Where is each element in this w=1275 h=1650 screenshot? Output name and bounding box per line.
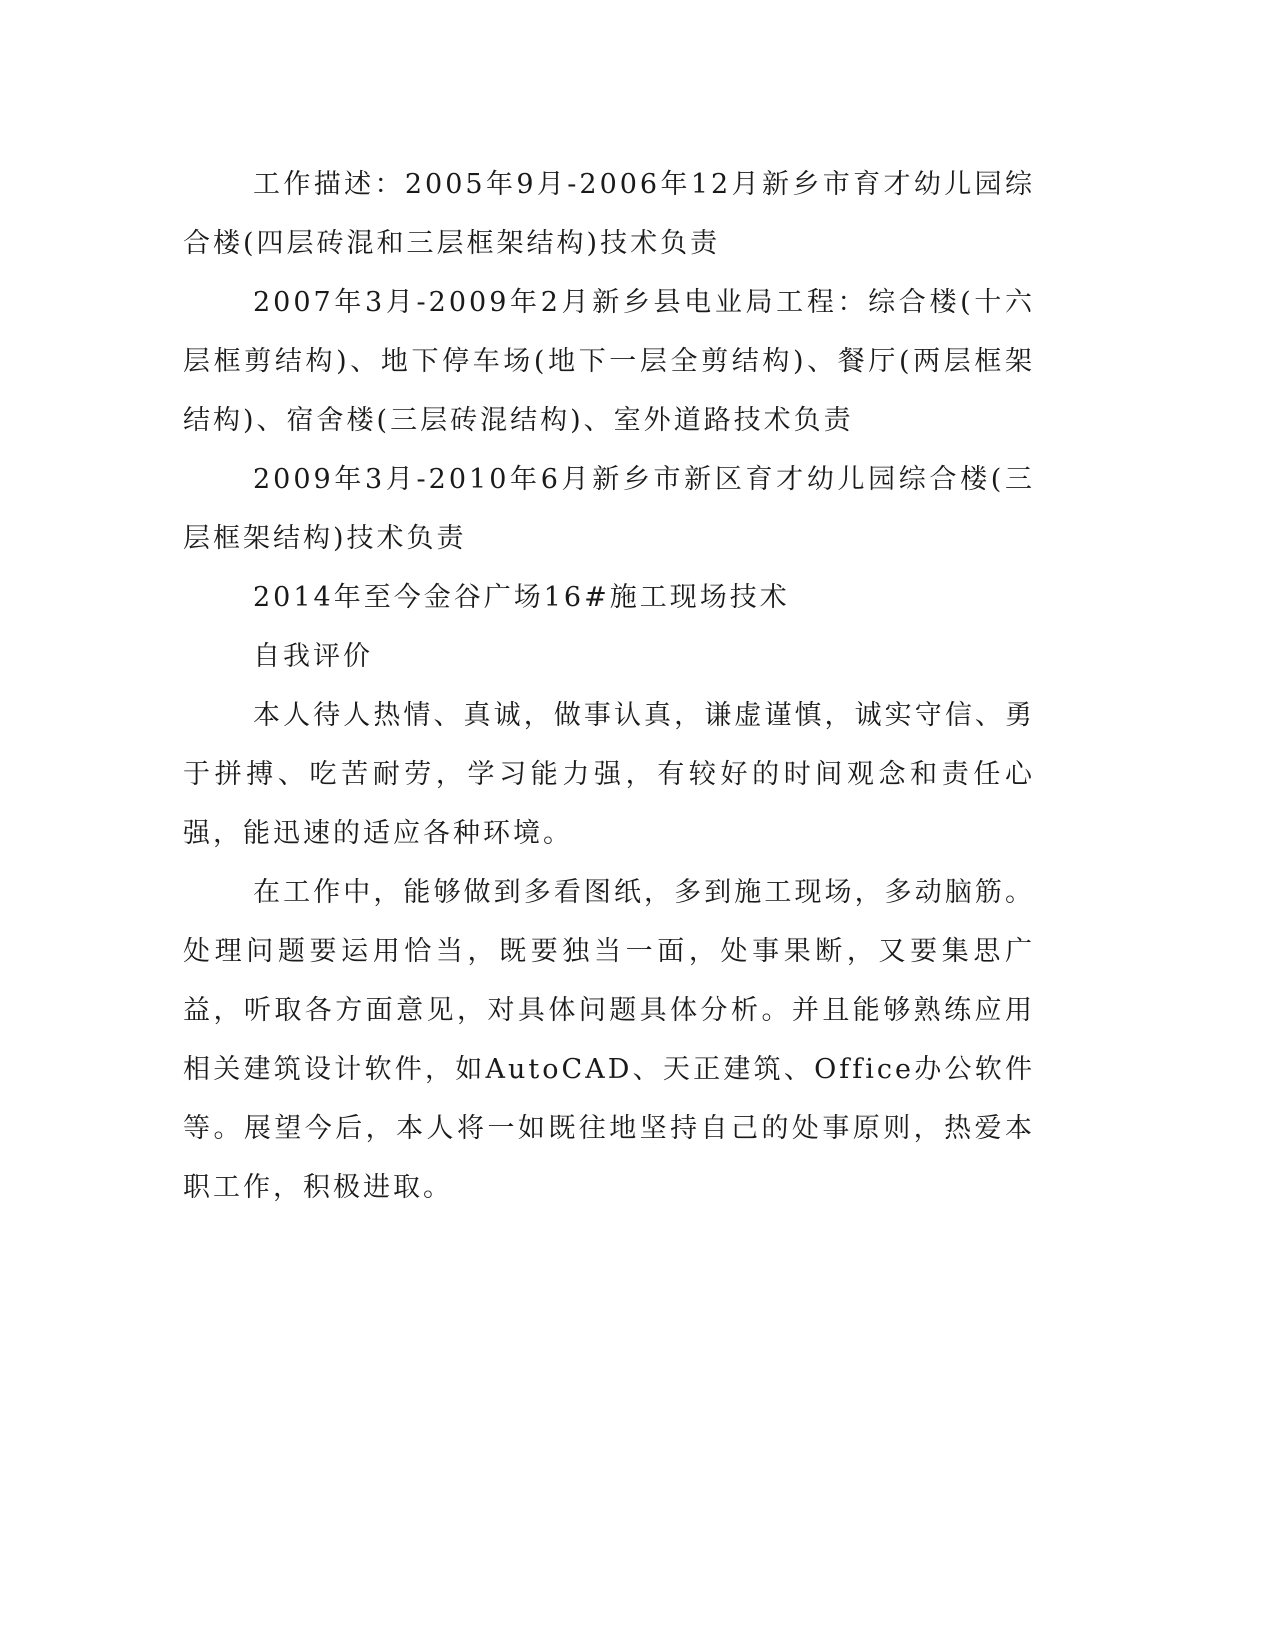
- work-description-paragraph: 工作描述：2005年9月-2006年12月新乡市育才幼儿园综合楼(四层砖混和三层框架结构)技术负责: [183, 169, 1035, 259]
- power-bureau-project-paragraph: 2007年3月-2009年2月新乡县电业局工程：综合楼(十六层框剪结构)、地下停车场(地下一层全剪结构)、餐厅(两层框架结构)、宿舍楼(三层砖混结构)、室外道路技术负责: [183, 287, 1035, 436]
- jingu-plaza-paragraph: 2014年至今金谷广场16#施工现场技术: [253, 582, 790, 613]
- new-district-kindergarten-paragraph: 2009年3月-2010年6月新乡市新区育才幼儿园综合楼(三层框架结构)技术负责: [183, 464, 1035, 554]
- document-body: [183, 155, 1035, 1217]
- work-attitude-paragraph: 在工作中，能够做到多看图纸，多到施工现场，多动脑筋。处理问题要运用恰当，既要独当一面，处事果断，又要集思广益，听取各方面意见，对具体问题具体分析。并且能够熟练应用相关建筑设计软件，如AutoCAD、天正建筑、Office办公软件等。展望今后，本人将一如既往地坚持自己的处事原则，热爱本职工作，积极进取。: [183, 877, 1035, 1203]
- self-evaluation-heading: 自我评价: [253, 641, 373, 672]
- self-evaluation-paragraph: 本人待人热情、真诚，做事认真，谦虚谨慎，诚实守信、勇于拼搏、吃苦耐劳，学习能力强，有较好的时间观念和责任心强，能迅速的适应各种环境。: [183, 700, 1035, 849]
